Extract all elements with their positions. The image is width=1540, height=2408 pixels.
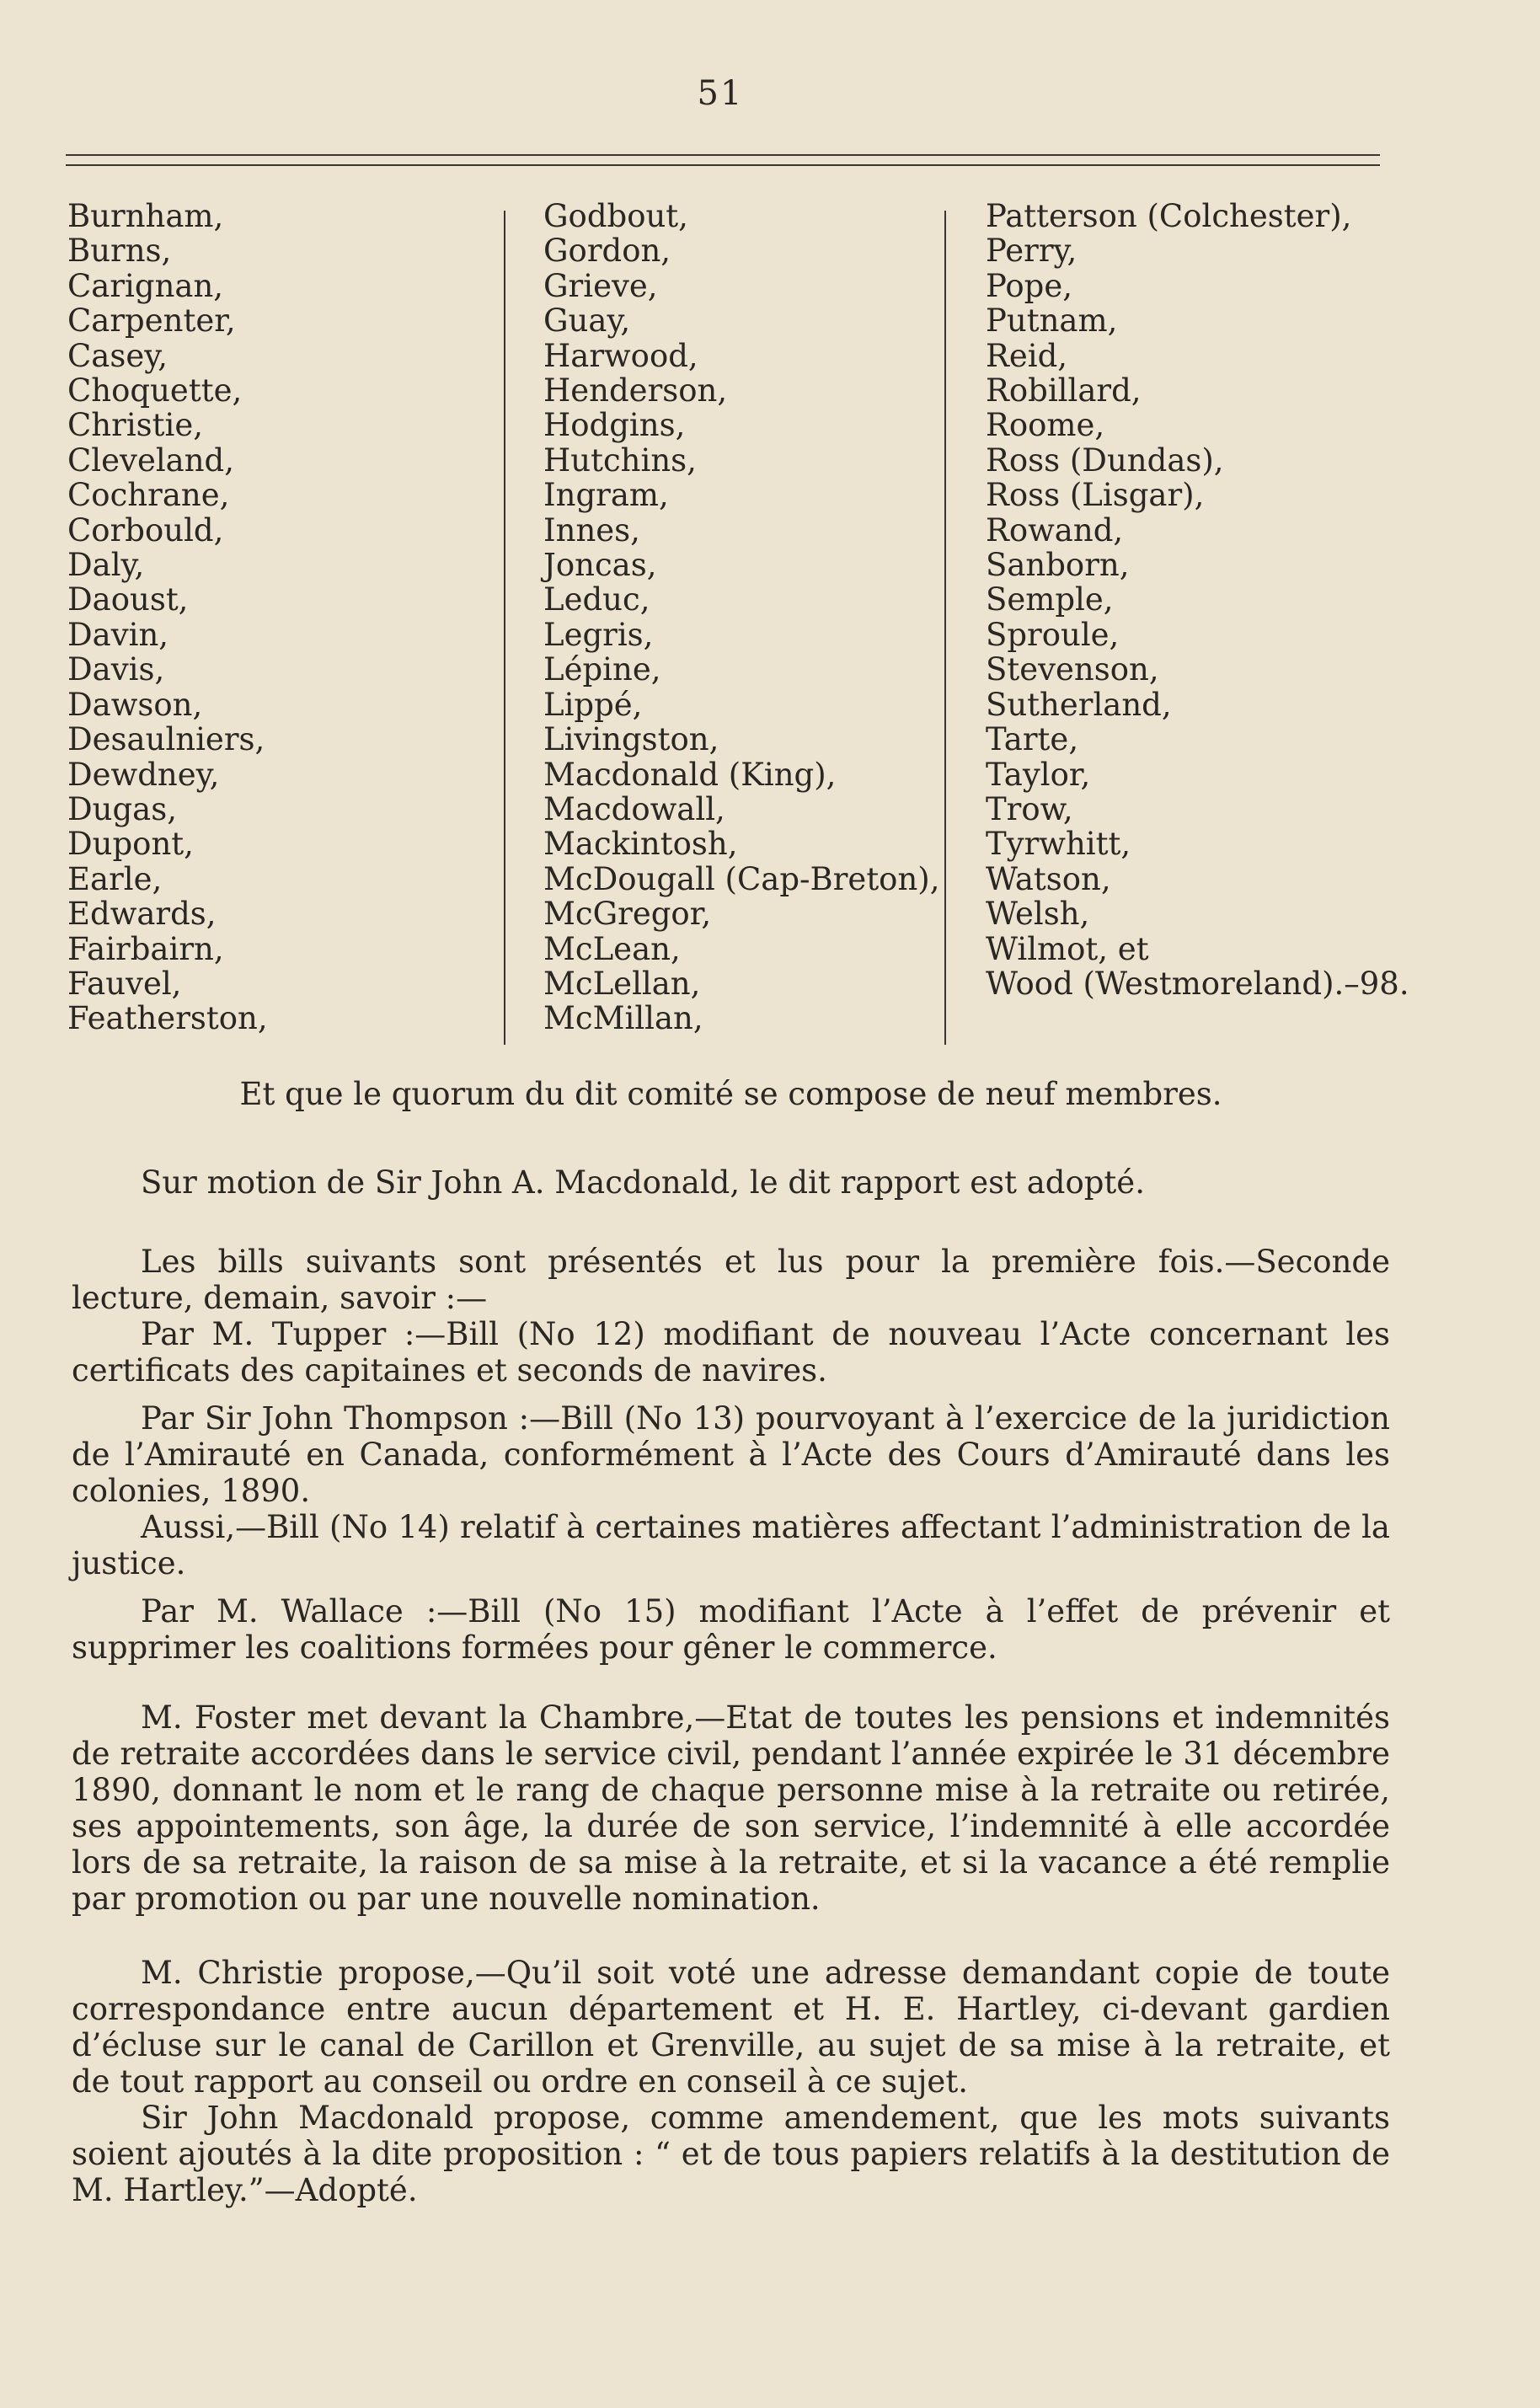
member-name: Roome, <box>986 407 1105 444</box>
member-name: Cochrane, <box>67 477 230 514</box>
member-name: Pope, <box>986 267 1073 304</box>
member-name: McGregor, <box>543 896 712 933</box>
member-name: Joncas, <box>543 547 657 584</box>
column-divider <box>944 211 946 1045</box>
member-name: Hodgins, <box>543 407 686 444</box>
member-name: Macdonald (King), <box>543 756 837 793</box>
member-name: Ross (Dundas), <box>986 441 1224 479</box>
member-name: Perry, <box>986 233 1077 270</box>
members-list <box>67 198 1409 1050</box>
member-name: Davis, <box>67 651 165 688</box>
members-column-1 <box>67 199 268 1036</box>
member-name: Godbout, <box>543 198 688 234</box>
member-name: Sutherland, <box>986 686 1172 723</box>
macdonald-amendment: Sir John Macdonald propose, comme amendement, que les mots suivants soient ajoutés à la dite proposition : “ et de tous papiers relatifs à la destitution de M. Hartley.”—Adopté. <box>72 2100 1390 2208</box>
member-name: Henderson, <box>543 372 728 409</box>
member-name: Innes, <box>543 511 640 548</box>
member-name: Putnam, <box>986 302 1118 340</box>
christie-motion: M. Christie propose,—Qu’il soit voté une adresse demandant copie de toute correspondance entre aucun département et H. E. Hartley, ci-devant gardien d’écluse sur le canal de Carillon et Grenville, au sujet de sa mise à la retraite, et de tout rapport au conseil ou ordre en conseil à ce sujet. <box>72 1955 1390 2100</box>
member-name: McDougall (Cap-Breton), <box>543 860 940 897</box>
member-name: Earle, <box>67 860 163 897</box>
quorum-text: Et que le quorum du dit comité se compose de neuf membres. <box>239 1076 1222 1112</box>
member-name: Macdowall, <box>543 790 725 827</box>
member-name: McMillan, <box>543 1000 703 1037</box>
member-name: Patterson (Colchester), <box>986 198 1352 234</box>
member-name: Choquette, <box>67 372 243 409</box>
member-name: Dewdney, <box>67 756 220 793</box>
foster-paragraph <box>72 1699 1390 1917</box>
member-name: Livingston, <box>543 721 719 758</box>
member-name: Tyrwhitt, <box>986 826 1131 863</box>
member-name: Grieve, <box>543 267 658 304</box>
member-name: Wood (Westmoreland).–98. <box>986 965 1409 1002</box>
member-name: Sproule, <box>986 616 1120 653</box>
member-name: Edwards, <box>67 896 217 933</box>
member-name: Semple, <box>986 581 1114 618</box>
member-name: Corbould, <box>67 511 224 548</box>
adoption-text: Sur motion de Sir John A. Macdonald, le dit rapport est adopté. <box>141 1164 1145 1201</box>
member-name: Casey, <box>67 337 168 374</box>
member-name: Trow, <box>986 790 1073 827</box>
member-name: Wilmot, et <box>986 930 1149 967</box>
member-name: McLean, <box>543 930 681 967</box>
member-name: Dugas, <box>67 790 177 827</box>
member-name: Lépine, <box>543 651 661 688</box>
member-name: Davin, <box>67 616 169 653</box>
page-number: 51 <box>697 74 744 113</box>
member-name: Fauvel, <box>67 965 182 1002</box>
member-name: Welsh, <box>986 896 1090 933</box>
bill-thompson: Par Sir John Thompson :—Bill (No 13) pourvoyant à l’exercice de la juridiction de l’Amirauté en Canada, conformément à l’Acte des Cours d’Amirauté dans les colonies, 1890. <box>72 1400 1390 1509</box>
bill-tupper: Par M. Tupper :—Bill (No 12) modifiant de nouveau l’Acte concernant les certificats des capitaines et seconds de navires. <box>72 1316 1390 1389</box>
member-name: Leduc, <box>543 581 650 618</box>
member-name: Carpenter, <box>67 302 236 340</box>
member-name: Dawson, <box>67 686 203 723</box>
column-divider <box>504 211 505 1045</box>
member-name: Carignan, <box>67 267 224 304</box>
bill-aussi: Aussi,—Bill (No 14) relatif à certaines matières affectant l’administration de la justice. <box>72 1509 1390 1581</box>
member-name: Christie, <box>67 407 204 444</box>
member-name: Guay, <box>543 302 631 340</box>
header-rule-bottom <box>66 164 1380 166</box>
member-name: Sanborn, <box>986 547 1130 584</box>
member-name: Desaulniers, <box>67 721 265 758</box>
member-name: Burns, <box>67 233 172 270</box>
member-name: Lippé, <box>543 686 643 723</box>
member-name: Cleveland, <box>67 441 235 479</box>
member-name: Rowand, <box>986 511 1124 548</box>
member-name: McLellan, <box>543 965 701 1002</box>
member-name: Gordon, <box>543 233 671 270</box>
bills-section <box>72 1244 1390 1666</box>
member-name: Reid, <box>986 337 1068 374</box>
member-name: Dupont, <box>67 826 194 863</box>
member-name: Ingram, <box>543 477 669 514</box>
quorum-paragraph <box>72 1076 1390 1112</box>
bills-intro: Les bills suivants sont présentés et lus pour la première fois.—Seconde lecture, demain, savoir :— <box>72 1244 1390 1316</box>
members-column-2 <box>543 199 940 1036</box>
bill-wallace: Par M. Wallace :—Bill (No 15) modifiant l’Acte à l’effet de prévenir et supprimer les coalitions formées pour gêner le commerce. <box>72 1593 1390 1666</box>
members-column-3 <box>986 199 1409 1001</box>
member-name: Fairbairn, <box>67 930 224 967</box>
member-name: Featherston, <box>67 1000 268 1037</box>
member-name: Tarte, <box>986 721 1079 758</box>
member-name: Watson, <box>986 860 1111 897</box>
header-rule-top <box>66 154 1380 156</box>
member-name: Stevenson, <box>986 651 1159 688</box>
member-name: Daoust, <box>67 581 189 618</box>
member-name: Harwood, <box>543 337 698 374</box>
foster-text: M. Foster met devant la Chambre,—Etat de toutes les pensions et indemnités de retraite accordées dans le service civil, pendant l’année expirée le 31 décembre 1890, donnant le nom et le rang de chaque personne mise à la retraite ou retirée, ses appointements, son âge, la durée de son service, l’indemnité à elle accordée lors de sa retraite, la raison de sa mise à la retraite, et si la vacance a été remplie par promotion ou par une nouvelle nomination. <box>72 1699 1390 1917</box>
member-name: Taylor, <box>986 756 1091 793</box>
member-name: Robillard, <box>986 372 1142 409</box>
member-name: Burnham, <box>67 198 224 234</box>
member-name: Ross (Lisgar), <box>986 477 1205 514</box>
christie-section <box>72 1955 1390 2208</box>
adoption-paragraph <box>72 1164 1390 1201</box>
member-name: Hutchins, <box>543 441 697 479</box>
member-name: Legris, <box>543 616 654 653</box>
member-name: Daly, <box>67 547 145 584</box>
member-name: Mackintosh, <box>543 826 738 863</box>
